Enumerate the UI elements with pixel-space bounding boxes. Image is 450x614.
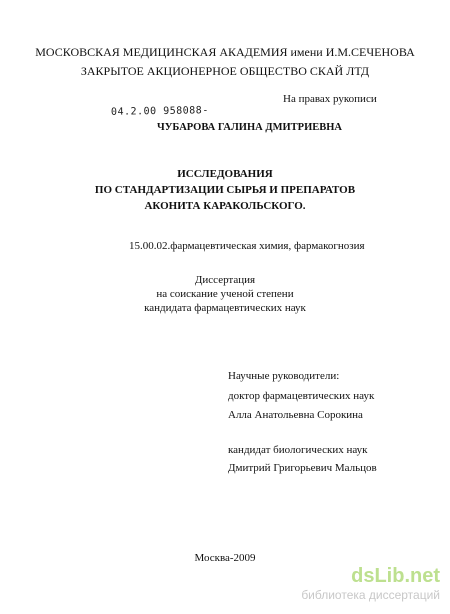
supervisor-2-name: Дмитрий Григорьевич Мальцов <box>228 462 377 474</box>
degree-line-2: на соискание ученой степени <box>156 288 294 300</box>
academy-name: МОСКОВСКАЯ МЕДИЦИНСКАЯ АКАДЕМИЯ имени И.М.СЕЧЕНОВА <box>35 45 415 59</box>
specialty-code: 15.00.02.фармацевтическая химия, фармакогнозия <box>129 240 365 252</box>
dslib-watermark <box>301 566 440 602</box>
dslib-logo: dsLib.net <box>351 565 440 587</box>
degree-line-1: Диссертация <box>194 274 256 286</box>
dslib-caption: библиотека диссертаций <box>301 588 440 602</box>
rights-note: На правах рукописи <box>283 93 377 105</box>
supervisor-2-degree: кандидат биологических наук <box>228 444 368 456</box>
city-year: Москва-2009 <box>194 552 256 564</box>
company-name: ЗАКРЫТОЕ АКЦИОНЕРНОЕ ОБЩЕСТВО СКАЙ ЛТД <box>80 64 370 78</box>
supervisors-heading: Научные руководители: <box>228 370 340 382</box>
title-line-2: ПО СТАНДАРТИЗАЦИИ СЫРЬЯ И ПРЕПАРАТОВ <box>94 184 356 196</box>
supervisor-1-degree: доктор фармацевтических наук <box>228 390 375 402</box>
supervisor-1-name: Алла Анатольевна Сорокина <box>228 409 363 421</box>
title-line-1: ИССЛЕДОВАНИЯ <box>177 168 273 180</box>
author-name: ЧУБАРОВА ГАЛИНА ДМИТРИЕВНА <box>157 122 342 133</box>
archive-stamp: 04.2.00 958088- <box>110 105 209 118</box>
degree-line-3: кандидата фармацевтических наук <box>144 302 306 314</box>
title-line-3: АКОНИТА КАРАКОЛЬСКОГО. <box>144 200 306 212</box>
